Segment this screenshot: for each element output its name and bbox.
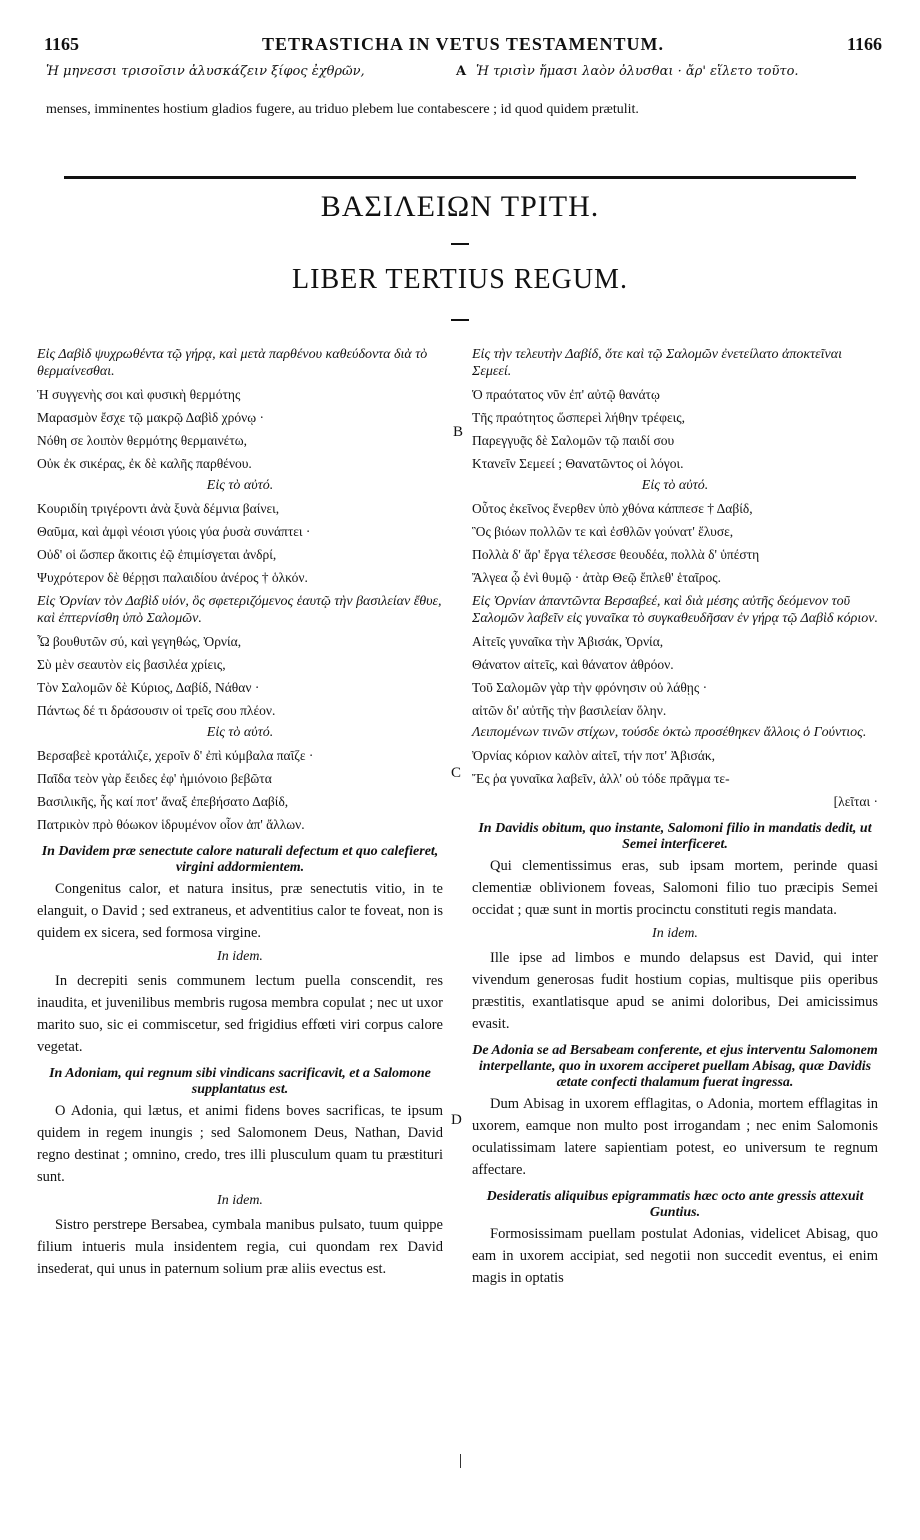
- greek-heading: Εἰς Ὀρνίαν ἀπαντῶντα Βερσαβεέ, καὶ διὰ μέσης αὐτῆς δεόμενον τοῦ Σαλομῶν λαβεῖν εἰς γυναῖκα τὸ συγκαθευδῆσαν ἐν γήρᾳ τῷ Δαβὶδ κόριον.: [472, 594, 878, 626]
- greek-verse: αἰτῶν δι' αὐτῆς τὴν βασιλείαν ὅλην.: [472, 703, 667, 718]
- left-column: [37, 346, 443, 1280]
- greek-verse: Κτανεῖν Σεμεεί ; Θανατῶντος οἱ λόγοι.: [472, 456, 684, 471]
- running-title: TETRASTICHA IN VETUS TESTAMENTUM.: [261, 34, 665, 54]
- top-latin-text: menses, imminentes hostium gladios fugere, au triduo plebem lue contabescere ; id quod quidem prætulit.: [46, 102, 639, 117]
- top-greek-right: Ἡ τρισὶν ἤμασι λαὸν ὀλυσθαι · ἄρ' εἵλετο τοῦτο.: [476, 64, 799, 79]
- greek-heading: Λειπομένων τινῶν στίχων, τούσδε ὀκτὼ προσέθηκεν ἄλλοις ὁ Γούντιος.: [472, 725, 867, 740]
- running-header: [44, 34, 882, 56]
- greek-verse-continuation: [λεῖται ·: [833, 794, 878, 809]
- latin-paragraph: Ille ipse ad limbos e mundo delapsus est David, qui inter vivendum generosas fudit hostium copias, multisque piis operibus præstitis, exantlatisque apud se animi doloribus, Dei amicissimus evasit.: [472, 950, 878, 1032]
- greek-verse: Ἔς ῥα γυναῖκα λαβεῖν, ἀλλ' οὐ τόδε πρᾶγμα τε-: [472, 771, 730, 786]
- right-column: [472, 346, 878, 1289]
- title-dash: [451, 243, 469, 245]
- greek-verse: Πολλὰ δ' ἄρ' ἔργα τέλεσσε θεουδέα, πολλὰ δ' ὑπέστη: [472, 547, 760, 562]
- margin-letter-d: D: [451, 1112, 462, 1128]
- latin-paragraph: O Adonia, qui lætus, et animi fidens boves sacrificas, te ipsum quidem in regem inungis ; sed Salomonem Deus, Nathan, David regno destinat ; omnino, credo, tres illi plusculum quam tu præstituri sunt.: [37, 1103, 443, 1185]
- top-greek-left: Ἡ μηνεσσι τρισοῖσιν ἀλυσκάζειν ξίφος ἐχθρῶν,: [46, 64, 365, 79]
- greek-verse: Νόθη σε λοιπὸν θερμότης θερμαινέτω,: [37, 433, 248, 448]
- greek-heading: Εἰς τὴν τελευτὴν Δαβίδ, ὅτε καὶ τῷ Σαλομῶν ἐνετείλατο ἀποκτεῖναι Σεμεεί.: [472, 347, 842, 379]
- greek-verse: Τὸν Σαλομῶν δὲ Κύριος, Δαβίδ, Νάθαν ·: [37, 680, 260, 695]
- greek-verse: Ὃς βιόων πολλῶν τε καὶ ἐσθλῶν γούνατ' ἔλυσε,: [472, 524, 734, 539]
- greek-verse: Οὗτος ἐκεῖνος ἔνερθεν ὑπὸ χθόνα κάππεσε † Δαβίδ,: [472, 501, 753, 516]
- greek-verse: Πάντως δέ τι δράσουσιν οἱ τρεῖς σου πλέον.: [37, 703, 276, 718]
- greek-verse: Οὐκ ἐκ σικέρας, ἐκ δὲ καλῆς παρθένου.: [37, 456, 252, 471]
- latin-paragraph: In decrepiti senis communem lectum puella conscendit, res inaudita, et juvenilibus membris rugosa membra copulat ; nec ut uxor marito suo, sic ei commiscetur, sed frigidius effœti viri corpus calore vegetat.: [37, 973, 443, 1055]
- greek-verse: Σὺ μὲν σεαυτὸν εἰς βασιλέα χρίεις,: [37, 657, 226, 672]
- greek-heading: Εἰς Ὀρνίαν τὸν Δαβὶδ υἱόν, ὃς σφετεριζόμενος ἑαυτῷ τὴν βασιλείαν ἔθυε, καὶ ἐπτερνίσθη ὑπὸ Σαλομῶν.: [37, 594, 442, 626]
- greek-verse: Ἡ συγγενὴς σοι καὶ φυσικὴ θερμότης: [37, 387, 241, 402]
- greek-verse: Ὀρνίας κόριον καλὸν αἰτεῖ, τήν ποτ' Ἀβισάκ,: [472, 748, 716, 763]
- greek-idem-heading: Εἰς τὸ αὐτό.: [641, 478, 709, 493]
- margin-letter-a: A: [456, 64, 467, 79]
- greek-heading: Εἰς Δαβὶδ ψυχρωθέντα τῷ γήρᾳ, καὶ μετὰ παρθένου καθεύδοντα διὰ τὸ θερμαίνεσθαι.: [37, 347, 428, 379]
- greek-verse: Ὦ βουθυτῶν σύ, καὶ γεγηθώς, Ὀρνία,: [37, 634, 242, 649]
- greek-idem-heading: Εἰς τὸ αὐτό.: [206, 478, 274, 493]
- greek-verse: Αἰτεῖς γυναῖκα τὴν Ἀβισάκ, Ὀρνία,: [472, 634, 664, 649]
- greek-verse: Ψυχρότερον δὲ θέρῃσι παλαιδίου ἀνέρος † ὁλκόν.: [37, 570, 308, 585]
- latin-paragraph: Sistro perstrepe Bersabea, cymbala manibus pulsato, tuum quippe filium intueris mula insidentem regia, cui quondam rex David insederat, qui unus in paternum solium præ aliis evectus est.: [37, 1217, 443, 1277]
- page-number-right: 1166: [846, 34, 882, 54]
- latin-idem-heading: In idem.: [217, 1193, 263, 1208]
- greek-verse: Βερσαβεὲ κροτάλιζε, χεροῖν δ' ἐπὶ κύμβαλα παῖζε ·: [37, 748, 314, 763]
- section-rule: [64, 176, 856, 179]
- latin-heading: In Adoniam, qui regnum sibi vindicans sacrificavit, et a Salomone supplantatus est.: [49, 1066, 431, 1097]
- margin-letter-c: C: [451, 765, 462, 781]
- latin-paragraph: Congenitus calor, et natura insitus, præ senectutis vitio, in te elanguit, o David ; sed extraneus, et adventitius calor te foveat, non is quidem ex sicera, sed formosa virgine.: [37, 881, 443, 941]
- top-greek-line: [46, 64, 882, 84]
- greek-idem-heading: Εἰς τὸ αὐτό.: [206, 725, 274, 740]
- title-dash: [451, 319, 469, 321]
- latin-heading: In Davidem præ senectute calore naturali defectum et quo calefieret, virgini addormientem.: [41, 844, 439, 875]
- greek-book-title: ΒΑΣΙΛΕΙΩΝ ΤΡΙΤΗ.: [320, 190, 600, 223]
- greek-verse: Θάνατον αἰτεῖς, καὶ θάνατον ἀθρόον.: [472, 657, 674, 672]
- greek-verse: Κουριδίη τριγέροντι ἀνὰ ξυνὰ δέμνια βαίνει,: [37, 501, 280, 516]
- latin-idem-heading: In idem.: [652, 926, 698, 941]
- greek-verse: Θαῦμα, καὶ ἀμφὶ νέοισι γύοις γύα ῥυσὰ συνάπτει ·: [37, 524, 311, 539]
- latin-paragraph: Qui clementissimus eras, sub ipsam mortem, perinde quasi clementiæ oblivionem foveas, Salomoni filio tuo præcipis Semei occidat ; quæ sunt in mortis procinctu constituti regis mandata.: [472, 858, 878, 918]
- greek-verse: Ἄλγεα ᾧ ἐνὶ θυμῷ · ἀτὰρ Θεῷ ἔπλεθ' ἑταῖρος.: [472, 570, 721, 585]
- margin-tick: [460, 1454, 461, 1468]
- greek-verse: Μαρασμὸν ἔσχε τῷ μακρῷ Δαβὶδ χρόνῳ ·: [37, 410, 264, 425]
- greek-verse: Πατρικὸν πρὸ θόωκον ἱδρυμένον οἷον ἀπ' ἄλλων.: [37, 817, 305, 832]
- greek-verse: Παῖδα τεὸν γὰρ ἔειδες ἐφ' ἡμιόνοιο βεβῶτα: [37, 771, 272, 786]
- latin-heading: In Davidis obitum, quo instante, Salomoni filio in mandatis dedit, ut Semei interficeret.: [478, 821, 872, 852]
- latin-idem-heading: In idem.: [217, 949, 263, 964]
- page-number-left: 1165: [44, 34, 80, 54]
- greek-verse: Οὐδ' οἱ ὥσπερ ἄκοιτις ἐῷ ἐπιμίσγεται ἀνδρί,: [37, 547, 277, 562]
- latin-paragraph: Dum Abisag in uxorem efflagitas, o Adonia, mortem efflagitas in uxorem, eamque non multo post irrogandam ; nec enim Salomonis oculatissimam latere sapientiam potest, eo universum te regnum affectare.: [472, 1096, 878, 1178]
- greek-verse: Παρεγγυᾷς δὲ Σαλομῶν τῷ παιδί σου: [472, 433, 675, 448]
- greek-verse: Ὁ πραότατος νῦν ἐπ' αὐτῷ θανάτῳ: [472, 387, 660, 402]
- margin-letter-b: B: [453, 424, 464, 440]
- latin-heading: Desideratis aliquibus epigrammatis hæc octo ante gressis attexuit Guntius.: [486, 1189, 864, 1220]
- greek-verse: Τοῦ Σαλομῶν γὰρ τὴν φρόνησιν οὐ λάθῃς ·: [472, 680, 708, 695]
- latin-book-title: LIBER TERTIUS REGUM.: [292, 264, 628, 295]
- latin-paragraph: Formosissimam puellam postulat Adonias, videlicet Abisag, quo eam in uxorem accipiat, sed negotii non succedit eventus, ei enim magis in optatis: [472, 1226, 878, 1286]
- greek-verse: Βασιλικῆς, ἧς καί ποτ' ἄναξ ἐπεβήσατο Δαβίδ,: [37, 794, 289, 809]
- latin-heading: De Adonia se ad Bersabeam conferente, et ejus interventu Salomonem interpellante, quo in uxorem acciperet puellam Abisag, quæ Davidis ætate confecti thalamum fuerat ingressa.: [472, 1043, 878, 1090]
- greek-verse: Τῆς πραότητος ὥσπερεὶ λήθην τρέφεις,: [472, 410, 685, 425]
